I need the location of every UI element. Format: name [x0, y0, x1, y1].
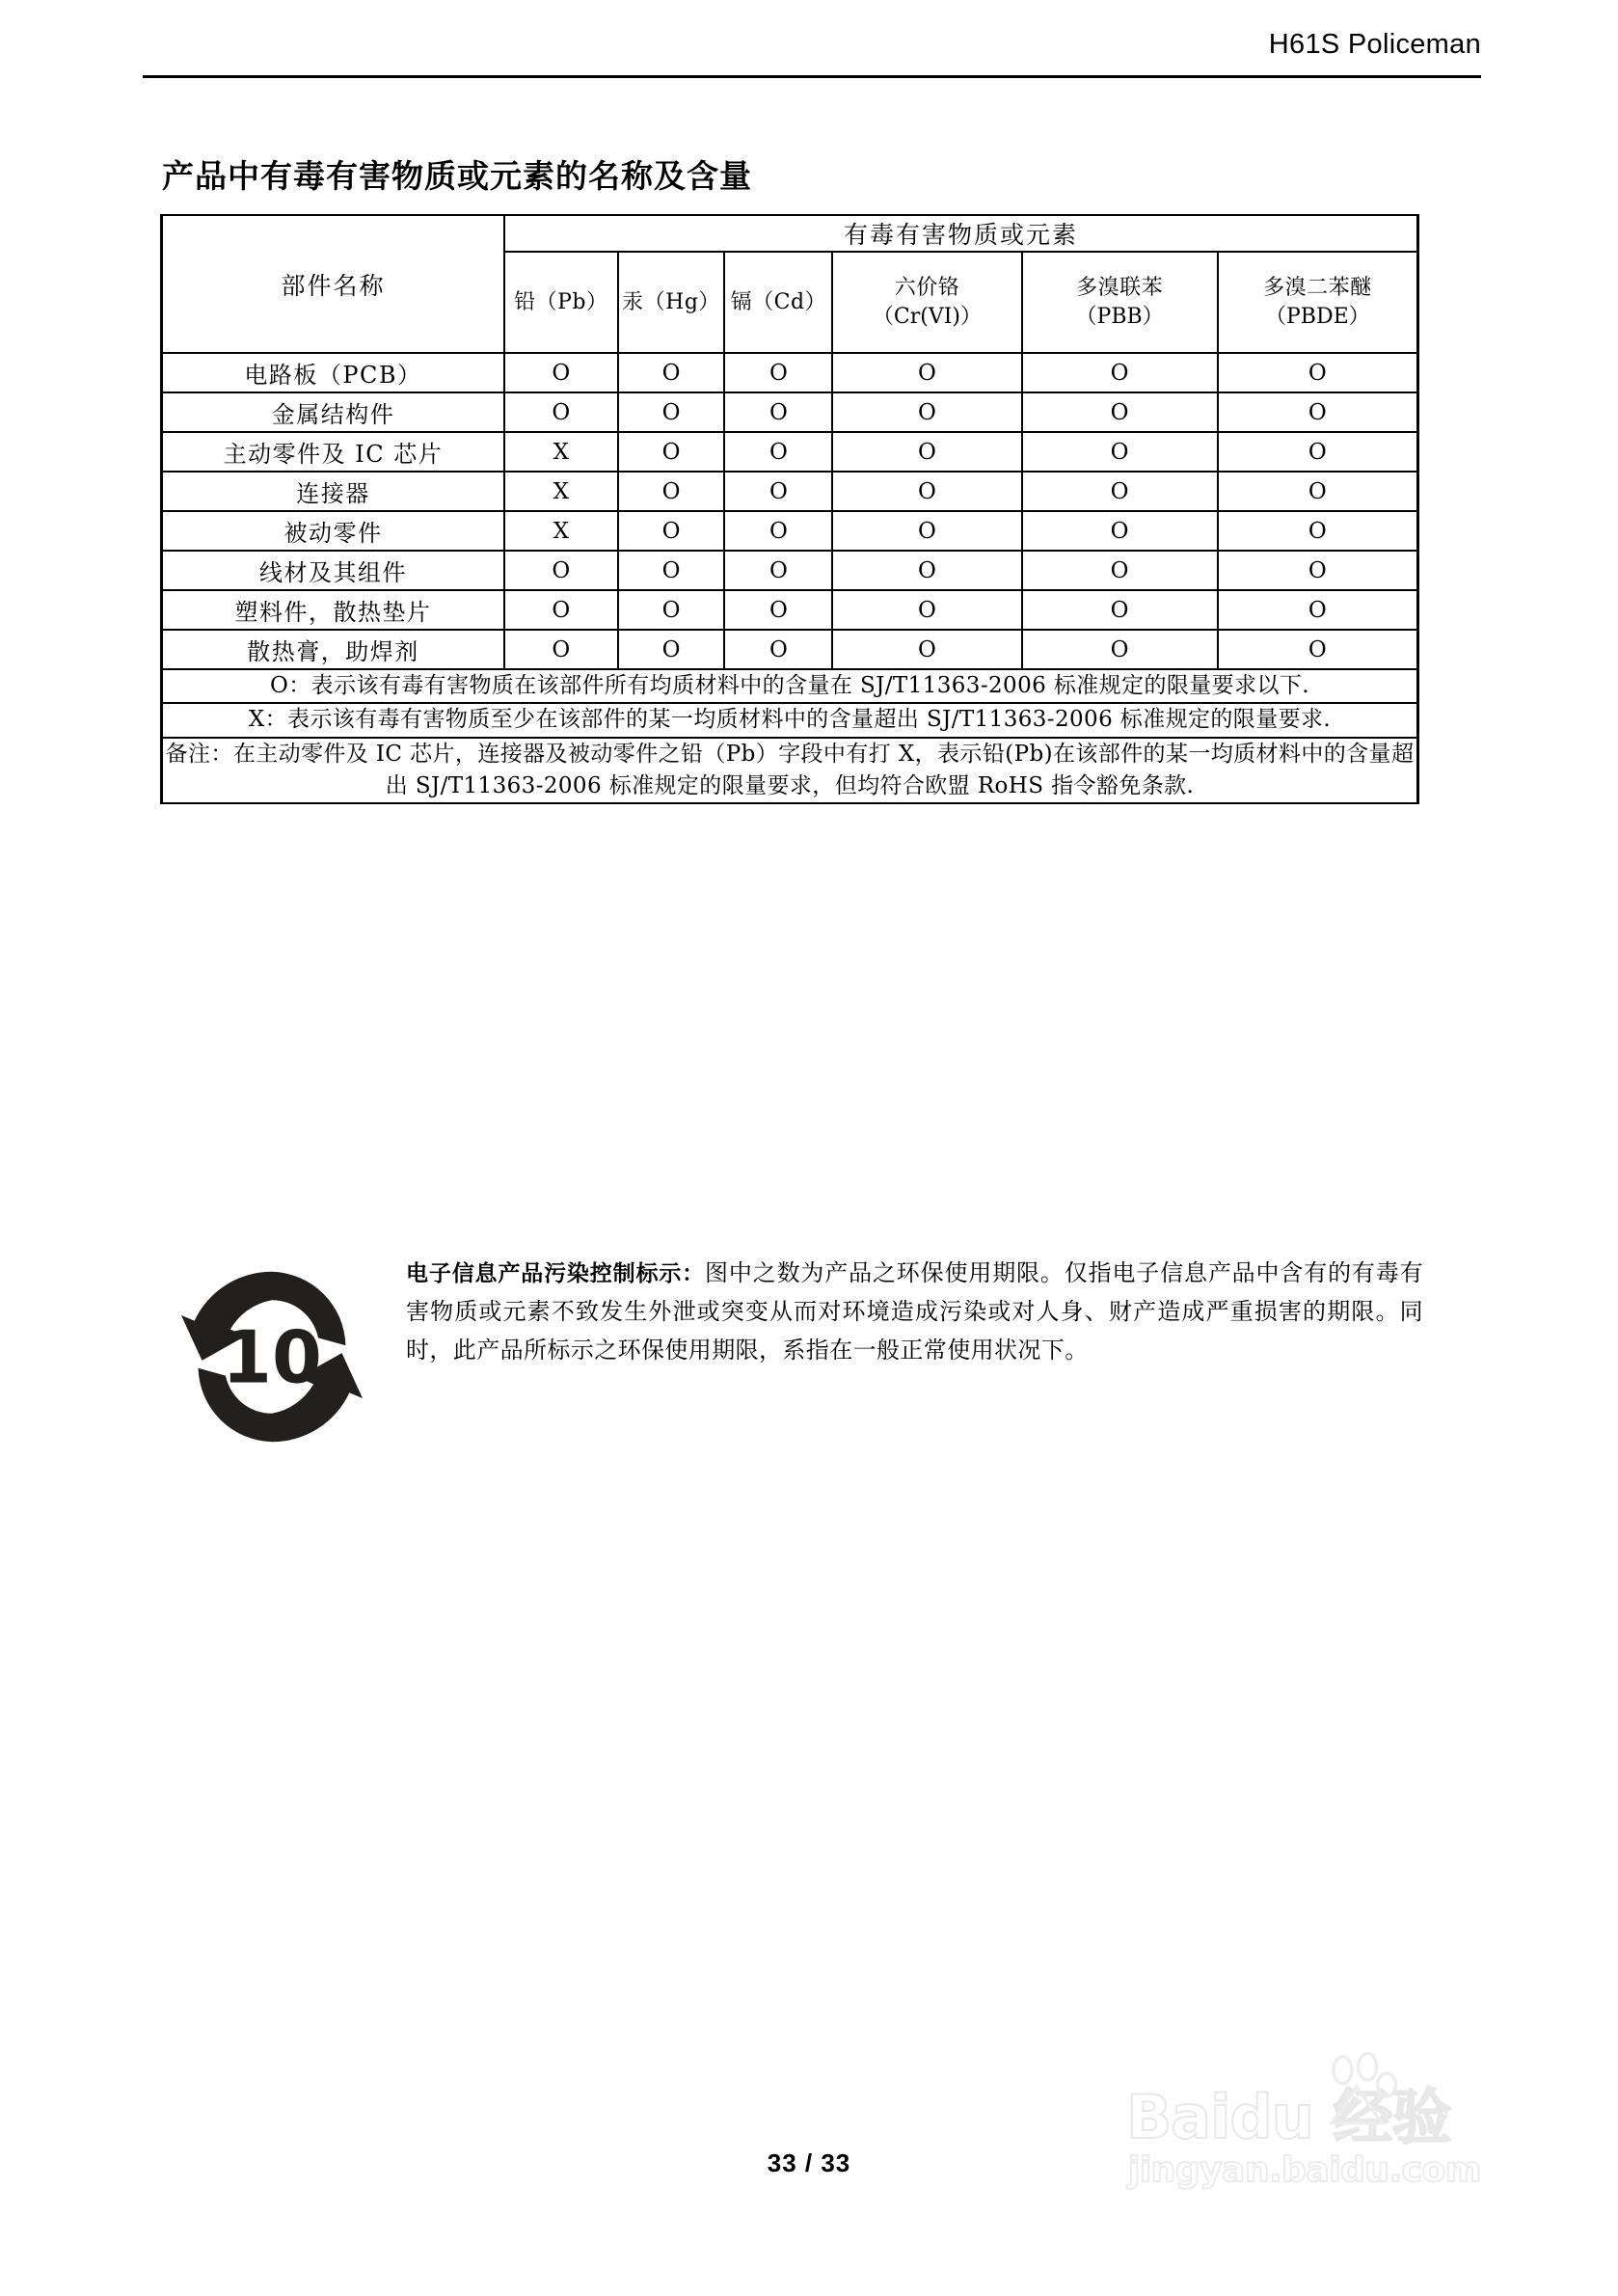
row-label-thermal-paste: 散热膏，助焊剂	[162, 630, 504, 669]
cell-thermal-paste-pbb: O	[1022, 630, 1218, 669]
header-col-crvi	[832, 252, 1021, 353]
header-col-pbb-cn: 多溴联苯	[1076, 275, 1164, 300]
watermark-main-text: Baidu 经验	[1126, 2082, 1451, 2152]
cell-pcb-crvi: O	[832, 353, 1021, 392]
row-label-active-ic: 主动零件及 IC 芯片	[162, 432, 504, 472]
header-col-pbb	[1022, 252, 1218, 353]
page-header-divider	[143, 75, 1481, 78]
header-col-pbde-cn: 多溴二苯醚	[1263, 275, 1372, 300]
row-label-pcb: 电路板（PCB）	[162, 353, 504, 392]
cell-metal-pb: O	[504, 392, 618, 432]
header-substance-group: 有毒有害物质或元素	[504, 215, 1418, 252]
cell-thermal-paste-cd: O	[724, 630, 832, 669]
cell-passive-crvi: O	[832, 511, 1021, 551]
header-col-hg	[618, 252, 725, 353]
note-o-definition: O：表示该有毒有害物质在该部件所有均质材料中的含量在 SJ/T11363-2006 标准规定的限量要求以下.	[162, 669, 1418, 703]
cell-plastic-crvi: O	[832, 590, 1021, 630]
page-title: 产品中有毒有害物质或元素的名称及含量	[162, 157, 752, 195]
header-part-name: 部件名称	[162, 215, 504, 353]
cell-connector-pbb: O	[1022, 472, 1218, 511]
epup-block	[160, 1251, 1423, 1453]
page-header-title: H61S Policeman	[1268, 29, 1481, 60]
table-header-row-1	[162, 215, 1418, 252]
header-col-pb-cn: 铅（Pb）	[514, 289, 608, 314]
china-rohs-epup-icon	[177, 1262, 366, 1451]
header-col-cd	[724, 252, 832, 353]
page-footer	[0, 2148, 1618, 2178]
table-row	[162, 472, 1418, 511]
cell-thermal-paste-pb: O	[504, 630, 618, 669]
cell-thermal-paste-hg: O	[618, 630, 725, 669]
cell-passive-cd: O	[724, 511, 832, 551]
header-col-pb	[504, 252, 618, 353]
cell-active-ic-cd: O	[724, 432, 832, 472]
cell-connector-crvi: O	[832, 472, 1021, 511]
table-row	[162, 511, 1418, 551]
cell-passive-pbde: O	[1218, 511, 1418, 551]
cell-passive-hg: O	[618, 511, 725, 551]
row-label-metal: 金属结构件	[162, 392, 504, 432]
header-col-pbb-en: （PBB）	[1075, 304, 1164, 329]
cell-thermal-paste-crvi: O	[832, 630, 1021, 669]
note-remark: 备注：在主动零件及 IC 芯片，连接器及被动零件之铅（Pb）字段中有打 X，表示铅(Pb)在该部件的某一均质材料中的含量超出 SJ/T11363-2006 标准规定的限量要求，但均符合欧盟 RoHS 指令豁免条款.	[162, 738, 1418, 804]
table-row	[162, 630, 1418, 669]
cell-active-ic-hg: O	[618, 432, 725, 472]
table-row	[162, 353, 1418, 392]
header-col-pbde	[1218, 252, 1418, 353]
row-label-connector: 连接器	[162, 472, 504, 511]
cell-pcb-hg: O	[618, 353, 725, 392]
cell-active-ic-pb: X	[504, 432, 618, 472]
cell-pcb-pbb: O	[1022, 353, 1218, 392]
epup-description	[406, 1255, 1423, 1369]
header-col-crvi-en: （Cr(VI)）	[872, 304, 982, 329]
hazardous-substances-table	[160, 214, 1419, 804]
cell-metal-pbde: O	[1218, 392, 1418, 432]
cell-pcb-cd: O	[724, 353, 832, 392]
table-row	[162, 551, 1418, 590]
epup-body-text: 图中之数为产品之环保使用期限。仅指电子信息产品中含有的有毒有害物质或元素不致发生外泄或突变从而对环境造成污染或对人身、财产造成严重损害的期限。同时，此产品所标示之环保使用期限，系指在一般正常使用状况下。	[406, 1259, 1424, 1364]
header-col-crvi-cn: 六价铬	[894, 275, 960, 300]
cell-cable-cd: O	[724, 551, 832, 590]
cell-cable-pb: O	[504, 551, 618, 590]
cell-metal-cd: O	[724, 392, 832, 432]
cell-connector-cd: O	[724, 472, 832, 511]
table-note-row	[162, 738, 1418, 804]
cell-plastic-hg: O	[618, 590, 725, 630]
baidu-jingyan-watermark	[1126, 2042, 1512, 2226]
table-row	[162, 432, 1418, 472]
cell-cable-hg: O	[618, 551, 725, 590]
cell-active-ic-crvi: O	[832, 432, 1021, 472]
watermark-url-text: jingyan.baidu.com	[1128, 2150, 1481, 2190]
cell-cable-pbde: O	[1218, 551, 1418, 590]
table-row	[162, 590, 1418, 630]
cell-cable-crvi: O	[832, 551, 1021, 590]
note-x-definition: X：表示该有毒有害物质至少在该部件的某一均质材料中的含量超出 SJ/T11363-2006 标准规定的限量要求.	[162, 703, 1418, 737]
cell-plastic-pbde: O	[1218, 590, 1418, 630]
cell-connector-hg: O	[618, 472, 725, 511]
row-label-plastic: 塑料件，散热垫片	[162, 590, 504, 630]
baidu-paw-icon	[1315, 2050, 1398, 2133]
cell-connector-pb: X	[504, 472, 618, 511]
cell-plastic-pbb: O	[1022, 590, 1218, 630]
cell-connector-pbde: O	[1218, 472, 1418, 511]
cell-passive-pbb: O	[1022, 511, 1218, 551]
cell-plastic-cd: O	[724, 590, 832, 630]
page-number: 33 / 33	[767, 2148, 851, 2177]
cell-metal-hg: O	[618, 392, 725, 432]
cell-passive-pb: X	[504, 511, 618, 551]
row-label-cable: 线材及其组件	[162, 551, 504, 590]
page-header	[143, 29, 1481, 79]
cell-metal-crvi: O	[832, 392, 1021, 432]
row-label-passive: 被动零件	[162, 511, 504, 551]
cell-active-ic-pbde: O	[1218, 432, 1418, 472]
header-col-pbde-en: （PBDE）	[1264, 304, 1370, 329]
epup-logo-number: 10	[222, 1315, 322, 1400]
cell-thermal-paste-pbde: O	[1218, 630, 1418, 669]
table-note-row	[162, 669, 1418, 703]
cell-pcb-pb: O	[504, 353, 618, 392]
table-row	[162, 392, 1418, 432]
cell-metal-pbb: O	[1022, 392, 1218, 432]
cell-active-ic-pbb: O	[1022, 432, 1218, 472]
cell-pcb-pbde: O	[1218, 353, 1418, 392]
header-col-cd-cn: 镉（Cd）	[730, 289, 827, 314]
cell-cable-pbb: O	[1022, 551, 1218, 590]
header-col-hg-cn: 汞（Hg）	[622, 289, 720, 314]
table-note-row	[162, 703, 1418, 737]
cell-plastic-pb: O	[504, 590, 618, 630]
epup-lead-label: 电子信息产品污染控制标示：	[406, 1261, 706, 1286]
